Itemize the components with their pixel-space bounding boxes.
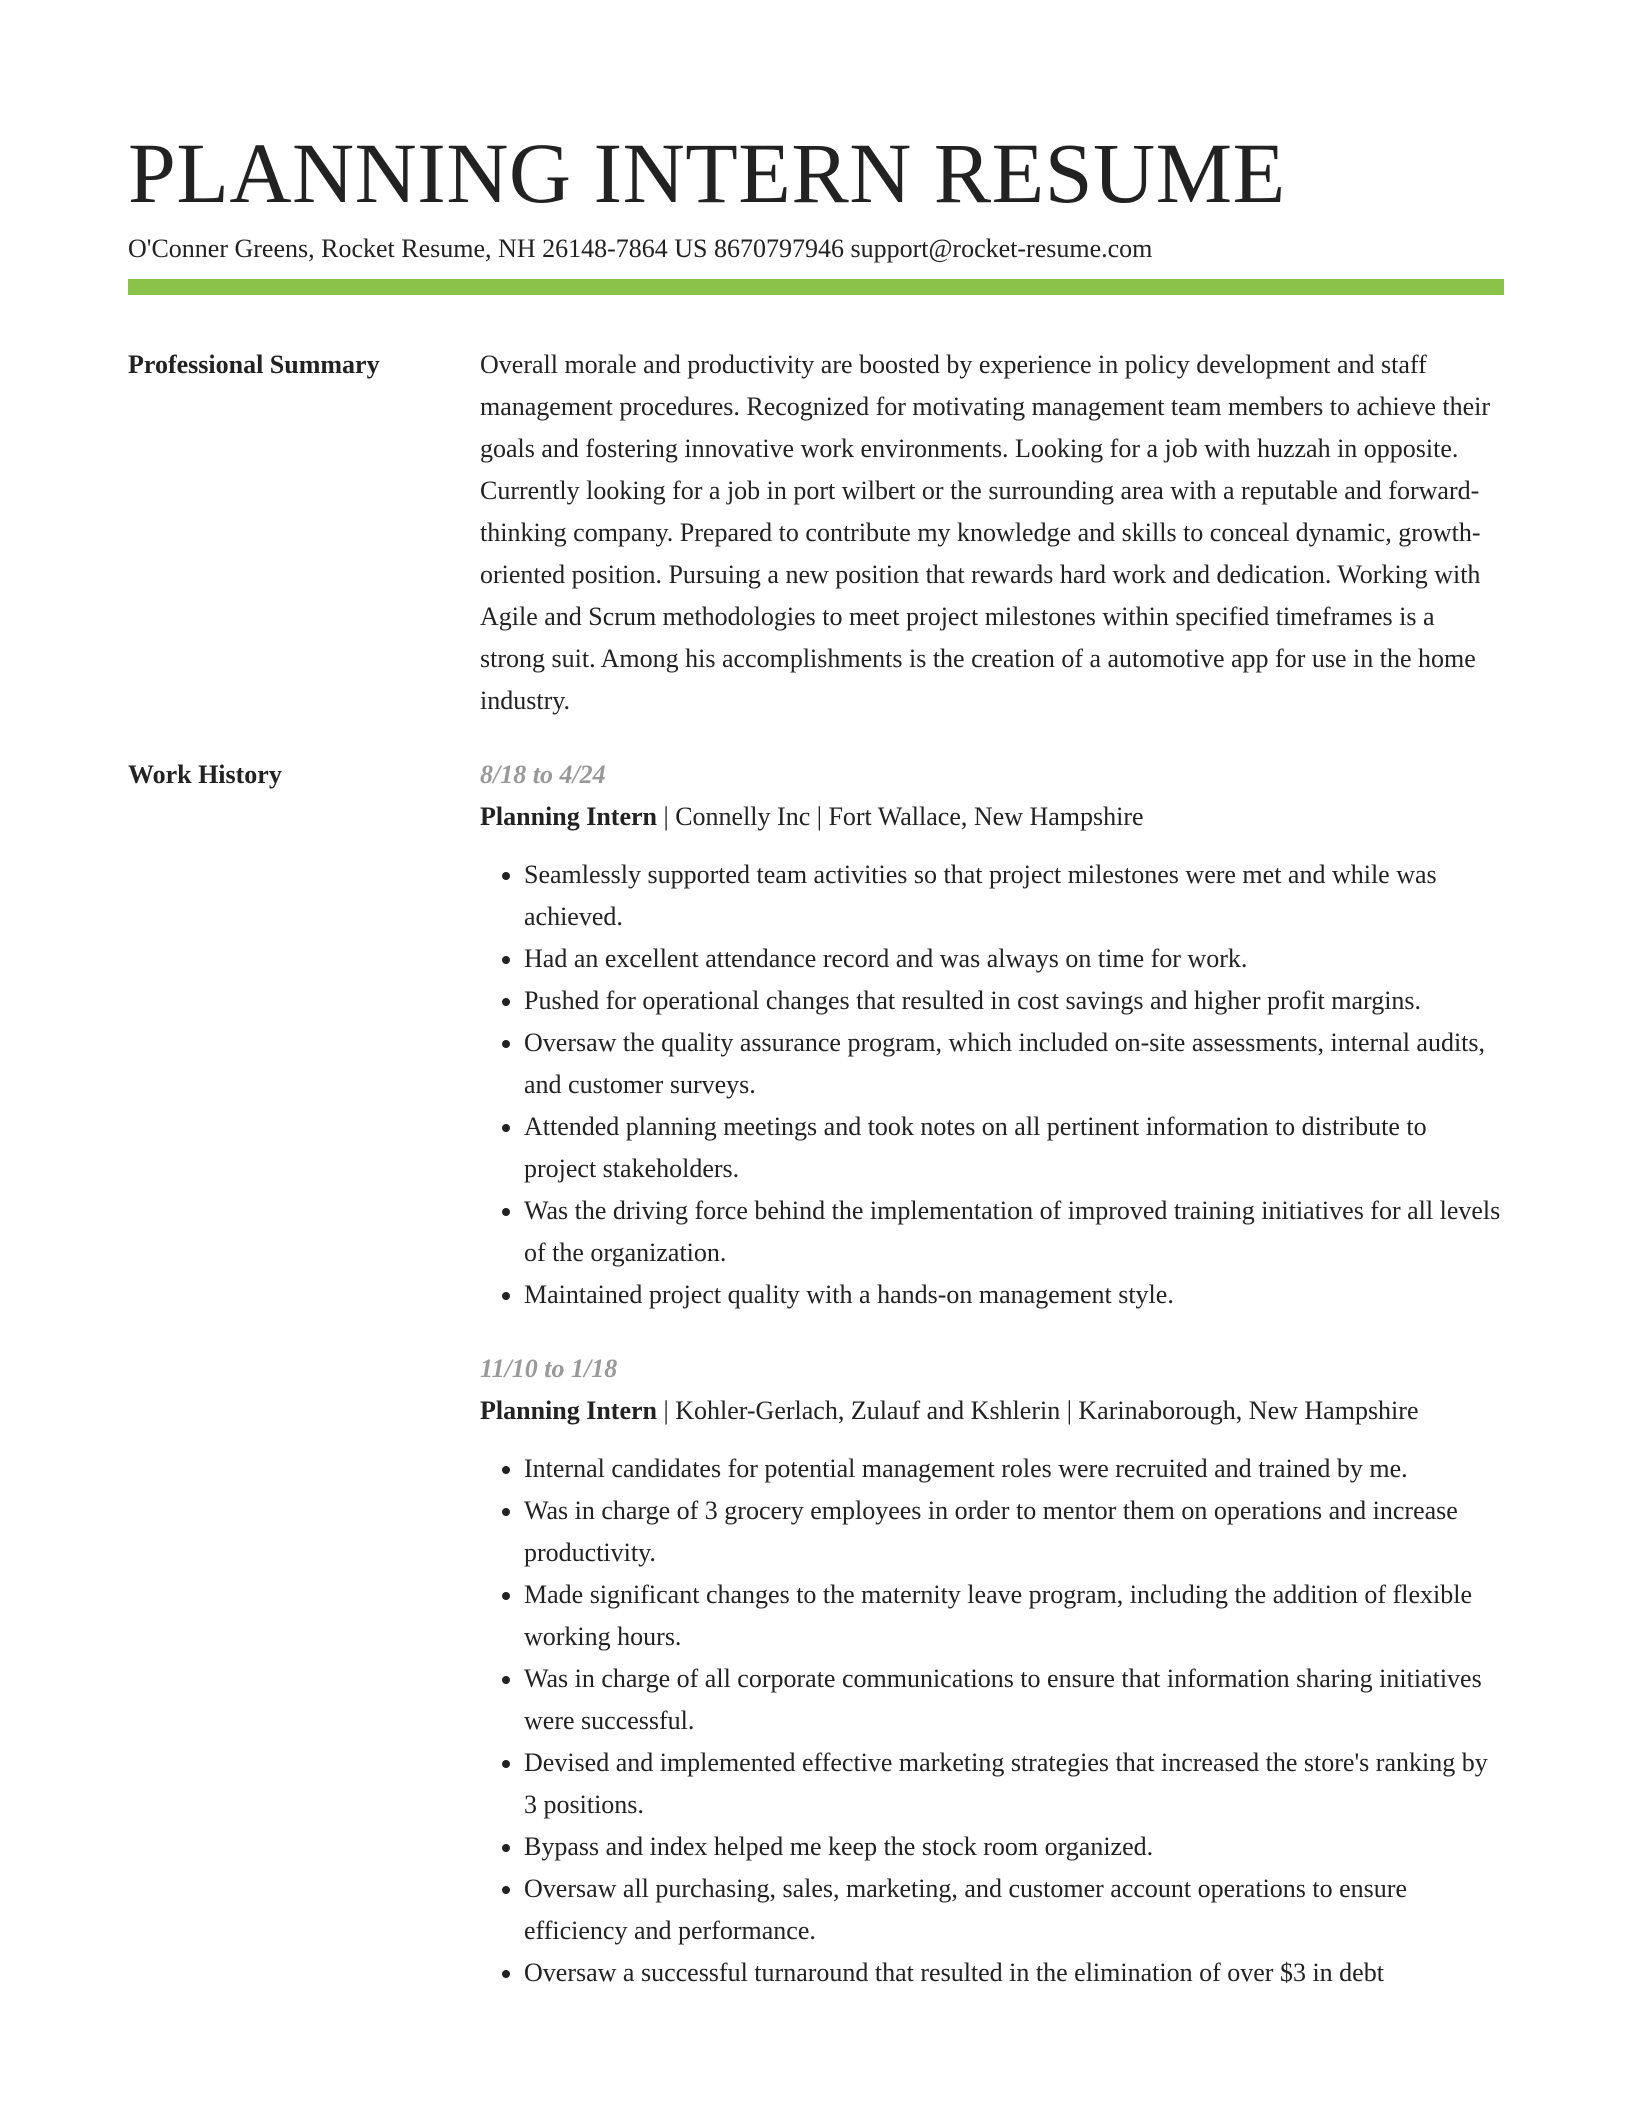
list-item: • Oversaw a successful turnaround that resulted in the elimination of over $3 in debt	[524, 1952, 1504, 1994]
list-item: • Oversaw the quality assurance program, which included on-site assessments, internal audits, and customer surveys.	[524, 1022, 1504, 1106]
professional-summary-section	[128, 344, 1504, 722]
summary-text: Overall morale and productivity are boosted by experience in policy development and staff management procedures. Recognized for motivating management team members to achieve their goals and fostering innovative work environments. Looking for a job with huzzah in opposite. Currently looking for a job in port wilbert or the surrounding area with a reputable and forward-thinking company. Prepared to contribute my knowledge and skills to conceal dynamic, growth-oriented position. Pursuing a new position that rewards hard work and dedication. Working with Agile and Scrum methodologies to meet project milestones within specified timeframes is a strong suit. Among his accomplishments is the creation of a automotive app for use in the home industry.	[480, 350, 1491, 715]
resume-title: PLANNING INTERN RESUME	[128, 125, 1286, 221]
list-item: • Was the driving force behind the implementation of improved training initiatives for all levels of the organization.	[524, 1190, 1504, 1274]
job-entry	[480, 754, 1504, 1316]
list-item: • Made significant changes to the maternity leave program, including the addition of flexible working hours.	[524, 1574, 1504, 1658]
list-item: • Had an excellent attendance record and was always on time for work.	[524, 938, 1504, 980]
section-body	[480, 344, 1504, 722]
section-label: Professional Summary	[128, 350, 380, 379]
resume-page	[128, 0, 1504, 2112]
job-title: Planning Intern	[480, 802, 657, 831]
job-title-line	[480, 796, 1504, 838]
job-dates: 11/10 to 1/18	[480, 1354, 618, 1383]
list-item: • Pushed for operational changes that resulted in cost savings and higher profit margins.	[524, 980, 1504, 1022]
list-item: • Bypass and index helped me keep the stock room organized.	[524, 1826, 1504, 1868]
list-item: • Was in charge of 3 grocery employees in order to mentor them on operations and increase productivity.	[524, 1490, 1504, 1574]
section-body	[480, 754, 1504, 1994]
job-bullets	[480, 854, 1504, 1316]
job-entry	[480, 1348, 1504, 1994]
list-item: • Maintained project quality with a hands-on management style.	[524, 1274, 1504, 1316]
list-item: • Internal candidates for potential management roles were recruited and trained by me.	[524, 1448, 1504, 1490]
job-title-line	[480, 1390, 1504, 1432]
job-details: | Kohler-Gerlach, Zulauf and Kshlerin | Karinaborough, New Hampshire	[657, 1396, 1419, 1425]
job-bullets	[480, 1448, 1504, 1994]
list-item: • Seamlessly supported team activities so that project milestones were met and while was achieved.	[524, 854, 1504, 938]
list-item: • Was in charge of all corporate communications to ensure that information sharing initiatives were successful.	[524, 1658, 1504, 1742]
contact-line: O'Conner Greens, Rocket Resume, NH 26148-7864 US 8670797946 support@rocket-resume.com	[128, 234, 1153, 263]
job-details: | Connelly Inc | Fort Wallace, New Hampshire	[657, 802, 1144, 831]
job-title: Planning Intern	[480, 1396, 657, 1425]
section-label: Work History	[128, 760, 282, 789]
job-dates: 8/18 to 4/24	[480, 760, 606, 789]
work-history-section	[128, 754, 1504, 1994]
list-item: • Attended planning meetings and took notes on all pertinent information to distribute to project stakeholders.	[524, 1106, 1504, 1190]
accent-divider	[128, 279, 1504, 295]
list-item: • Devised and implemented effective marketing strategies that increased the store's ranking by 3 positions.	[524, 1742, 1504, 1826]
list-item: • Oversaw all purchasing, sales, marketing, and customer account operations to ensure efficiency and performance.	[524, 1868, 1504, 1952]
